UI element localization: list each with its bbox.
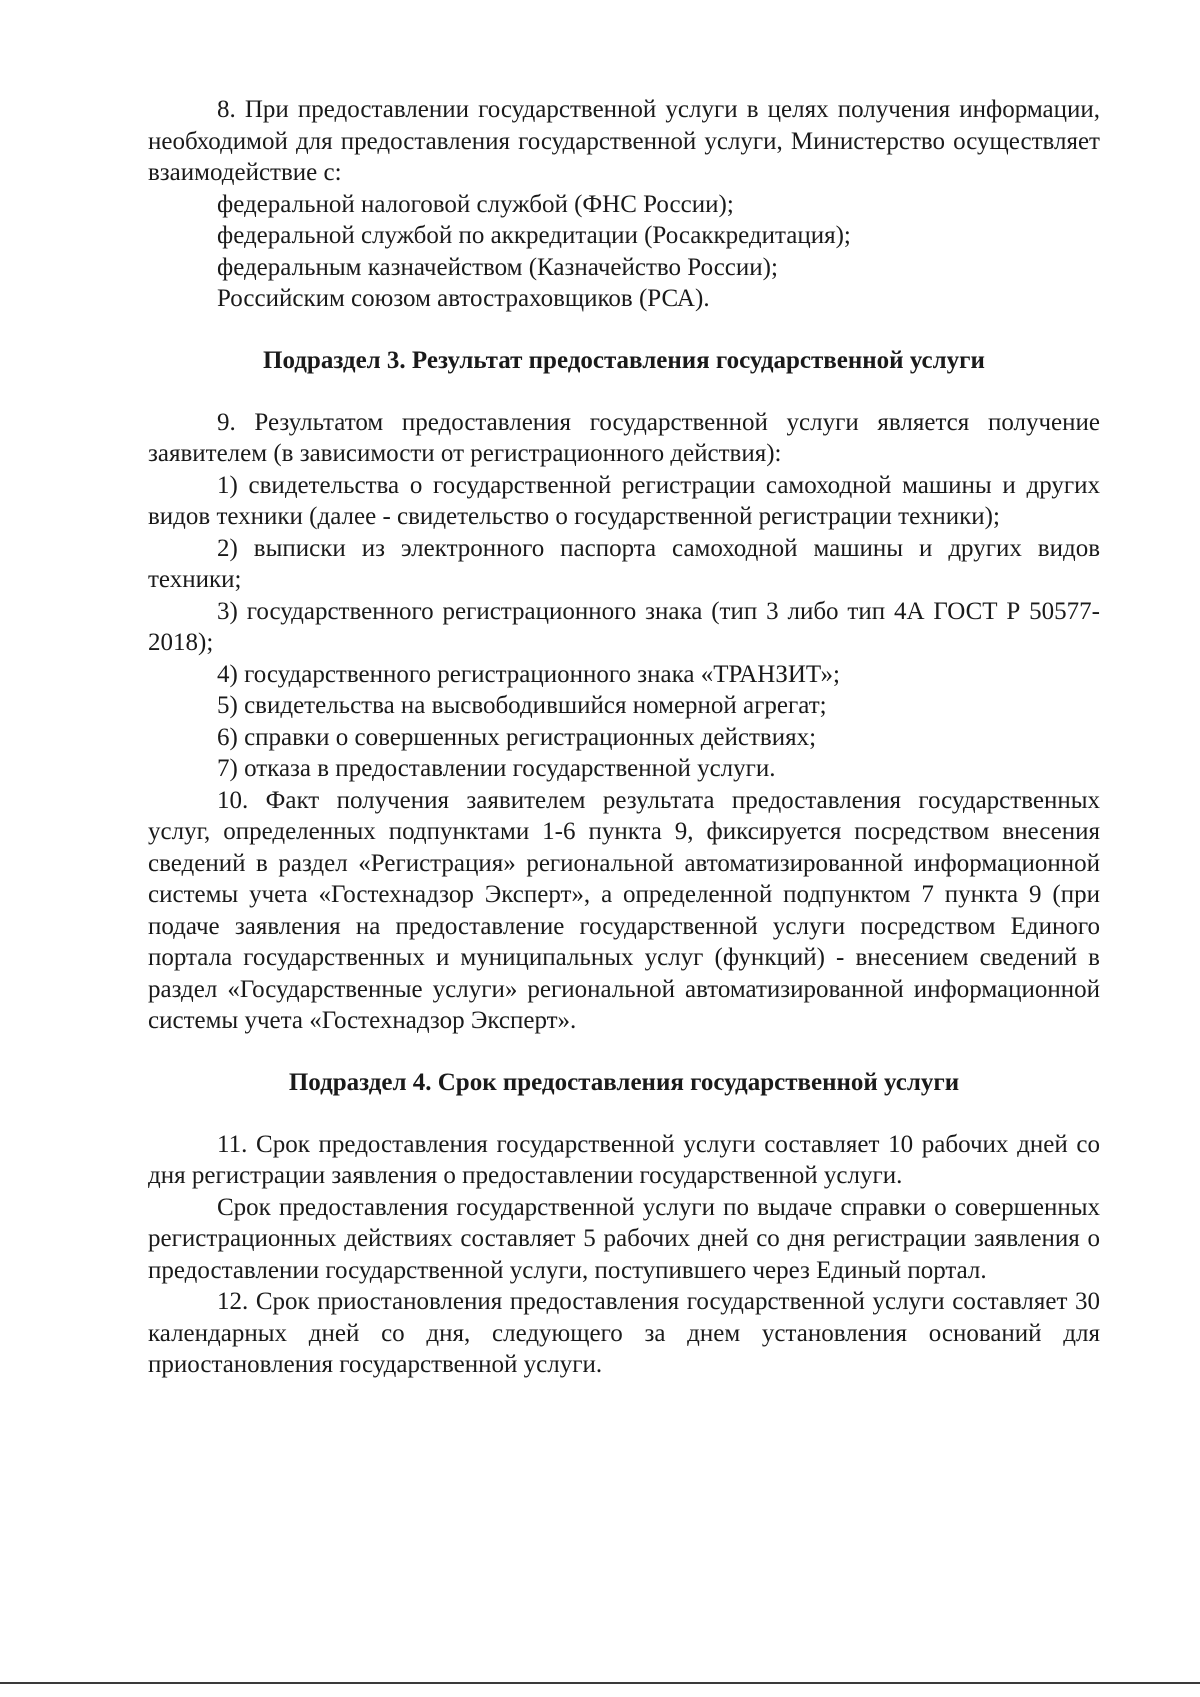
paragraph-9: 9. Результатом предоставления государственной услуги является получение заявителем (в зависимости от регистрационного действия):: [148, 408, 1100, 467]
interaction-item-rsa: Российским союзом автостраховщиков (РСА).: [217, 285, 710, 312]
paragraph-10: 10. Факт получения заявителем результата предоставления государственных услуг, определенных подпунктами 1-6 пункта 9, фиксируется посредством внесения сведений в раздел «Регистрация» региональной автоматизированной информационной системы учета «Гостехнадзор Эксперт», а определенной подпунктом 7 пункта 9 (при подаче заявления на предоставление государственной услуги посредством Единого портала государственных и муниципальных услуг (функций) - внесением сведений в раздел «Государственные услуги» региональной автоматизированной информационной системы учета «Гостехнадзор Эксперт».: [148, 786, 1100, 1034]
result-item-3: 3) государственного регистрационного знака (тип 3 либо тип 4А ГОСТ Р 50577-2018);: [148, 597, 1100, 656]
paragraph-11-second: Срок предоставления государственной услуги по выдаче справки о совершенных регистрационных действиях составляет 5 рабочих дней со дня регистрации заявления о предоставлении государственной услуги, поступившего через Единый портал.: [148, 1193, 1100, 1284]
paragraph-8-intro: 8. При предоставлении государственной услуги в целях получения информации, необходимой для предоставления государственной услуги, Министерство осуществляет взаимодействие с:: [148, 96, 1100, 186]
interaction-item-rosakkreditatsiya: федеральной службой по аккредитации (Росаккредитация);: [217, 222, 851, 249]
result-item-1: 1) свидетельства о государственной регистрации самоходной машины и других видов техники (далее - свидетельство о государственной регистрации техники);: [148, 471, 1100, 530]
result-item-7: 7) отказа в предоставлении государственной услуги.: [217, 755, 776, 782]
paragraph-12: 12. Срок приостановления предоставления государственной услуги составляет 30 календарных дней со дня, следующего за днем установления оснований для приостановления государственной услуги.: [148, 1288, 1100, 1378]
interaction-item-fns: федеральной налоговой службой (ФНС России);: [217, 190, 734, 218]
paragraph-11: 11. Срок предоставления государственной услуги составляет 10 рабочих дней со дня регистрации заявления о предоставлении государственной услуги.: [148, 1130, 1100, 1189]
subsection-4-heading: Подраздел 4. Срок предоставления государственной услуги: [288, 1068, 960, 1096]
result-item-2: 2) выписки из электронного паспорта самоходной машины и других видов техники;: [148, 534, 1100, 593]
interaction-item-kaznacheystvo: федеральным казначейством (Казначейство России);: [217, 253, 778, 281]
result-item-6: 6) справки о совершенных регистрационных действиях;: [217, 723, 817, 751]
document-page: [148, 94, 1100, 1381]
subsection-3-heading: Подраздел 3. Результат предоставления государственной услуги: [263, 346, 985, 374]
page-bottom-rule: [0, 1682, 1200, 1684]
result-item-4: 4) государственного регистрационного знака «ТРАНЗИТ»;: [217, 660, 840, 688]
result-item-5: 5) свидетельства на высвободившийся номерной агрегат;: [217, 692, 827, 719]
